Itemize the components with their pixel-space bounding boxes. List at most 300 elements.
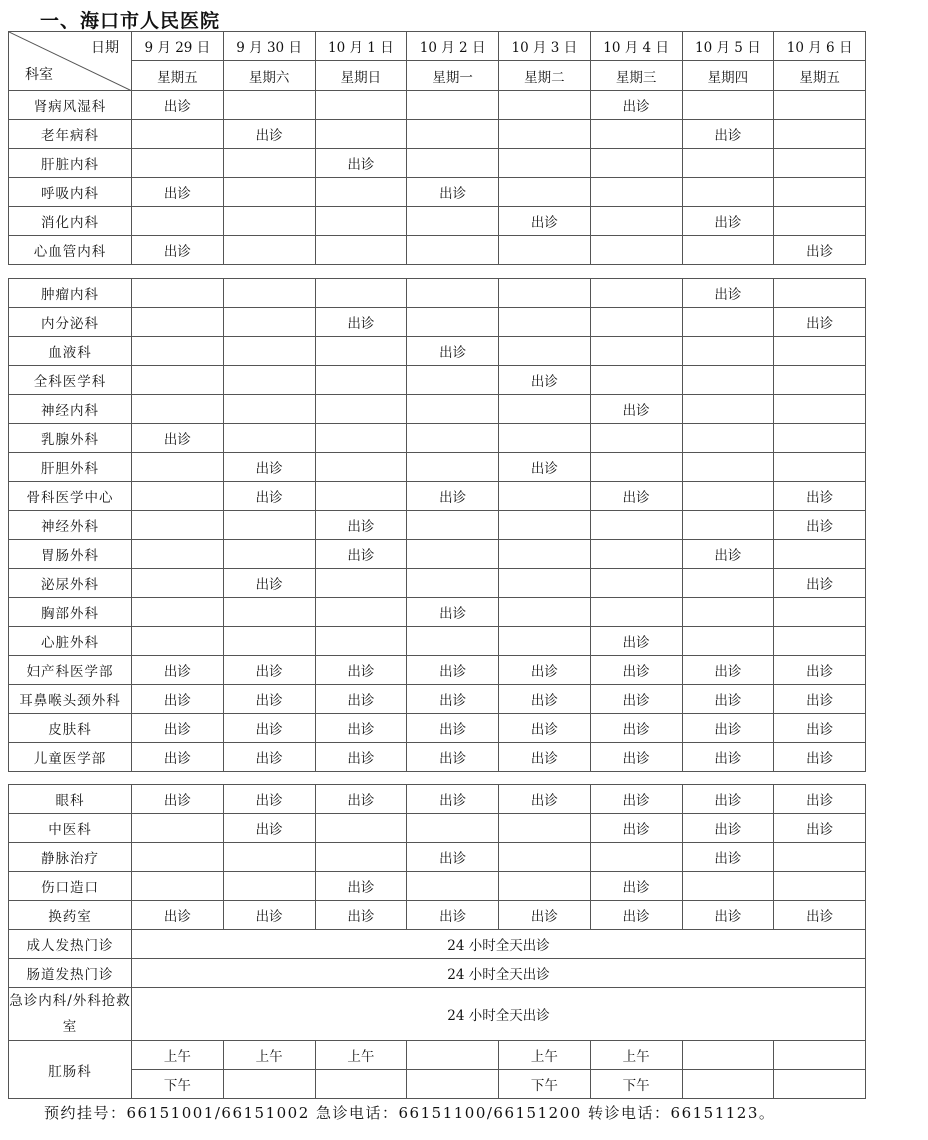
empty-cell	[590, 308, 682, 337]
department-row	[9, 149, 866, 178]
clinic-status-cell: 出诊	[132, 91, 224, 120]
department-label: 科室	[25, 67, 53, 83]
empty-cell	[407, 1041, 499, 1070]
empty-cell	[223, 337, 315, 366]
empty-cell	[682, 424, 774, 453]
clinic-status-cell: 出诊	[590, 714, 682, 743]
empty-cell	[407, 207, 499, 236]
department-name: 肝脏内科	[9, 149, 132, 178]
header-date-cell: 10 月 5 日	[682, 32, 774, 61]
department-name: 肾病风湿科	[9, 91, 132, 120]
empty-cell	[132, 366, 224, 395]
department-name: 耳鼻喉头颈外科	[9, 685, 132, 714]
empty-cell	[315, 236, 407, 265]
empty-cell	[315, 814, 407, 843]
empty-cell	[682, 598, 774, 627]
empty-cell	[499, 120, 591, 149]
empty-cell	[132, 308, 224, 337]
department-name: 神经内科	[9, 395, 132, 424]
empty-cell	[132, 511, 224, 540]
department-name: 妇产科医学部	[9, 656, 132, 685]
empty-cell	[315, 120, 407, 149]
department-name: 全科医学科	[9, 366, 132, 395]
empty-cell	[590, 366, 682, 395]
empty-cell	[132, 482, 224, 511]
empty-cell	[499, 395, 591, 424]
department-name: 静脉治疗	[9, 843, 132, 872]
department-row	[9, 872, 866, 901]
empty-cell	[132, 872, 224, 901]
clinic-status-cell: 出诊	[132, 424, 224, 453]
department-row	[9, 178, 866, 207]
clinic-status-cell: 出诊	[590, 482, 682, 511]
contact-footer: 预约挂号：66151001/66151002 急诊电话：66151100/66151200 转诊电话：66151123。	[44, 1104, 776, 1122]
empty-cell	[499, 540, 591, 569]
full-day-status: 24 小时全天出诊	[132, 959, 866, 988]
department-row	[9, 685, 866, 714]
department-name: 皮肤科	[9, 714, 132, 743]
header-weekday-cell: 星期一	[407, 61, 499, 91]
clinic-status-cell: 出诊	[774, 685, 866, 714]
empty-cell	[407, 149, 499, 178]
clinic-status-cell: 出诊	[499, 714, 591, 743]
empty-cell	[315, 279, 407, 308]
empty-cell	[407, 814, 499, 843]
header-date-cell: 9 月 29 日	[132, 32, 224, 61]
empty-cell	[407, 569, 499, 598]
clinic-status-cell: 出诊	[774, 482, 866, 511]
department-name: 肛肠科	[9, 1041, 132, 1099]
empty-cell	[132, 337, 224, 366]
empty-cell	[682, 482, 774, 511]
clinic-status-cell: 出诊	[590, 656, 682, 685]
empty-cell	[774, 540, 866, 569]
clinic-status-cell: 出诊	[223, 814, 315, 843]
empty-cell	[132, 279, 224, 308]
clinic-status-cell: 出诊	[590, 395, 682, 424]
empty-cell	[132, 598, 224, 627]
clinic-status-cell: 出诊	[132, 656, 224, 685]
empty-cell	[774, 395, 866, 424]
empty-cell	[315, 178, 407, 207]
empty-cell	[223, 149, 315, 178]
empty-cell	[407, 308, 499, 337]
clinic-status-cell: 出诊	[774, 308, 866, 337]
empty-cell	[315, 424, 407, 453]
empty-cell	[774, 1041, 866, 1070]
schedule-table-2	[8, 278, 866, 772]
department-name: 儿童医学部	[9, 743, 132, 772]
empty-cell	[682, 1041, 774, 1070]
clinic-status-cell: 出诊	[315, 901, 407, 930]
department-name: 乳腺外科	[9, 424, 132, 453]
clinic-status-cell: 出诊	[315, 656, 407, 685]
empty-cell	[407, 511, 499, 540]
empty-cell	[407, 120, 499, 149]
clinic-status-cell: 出诊	[590, 785, 682, 814]
empty-cell	[132, 120, 224, 149]
empty-cell	[590, 598, 682, 627]
clinic-status-cell: 出诊	[407, 656, 499, 685]
empty-cell	[132, 207, 224, 236]
department-row	[9, 482, 866, 511]
department-name: 骨科医学中心	[9, 482, 132, 511]
clinic-status-cell: 出诊	[774, 511, 866, 540]
department-row	[9, 120, 866, 149]
clinic-status-cell: 出诊	[774, 236, 866, 265]
header-date-cell: 9 月 30 日	[223, 32, 315, 61]
clinic-status-cell: 出诊	[132, 714, 224, 743]
department-name: 胃肠外科	[9, 540, 132, 569]
empty-cell	[223, 872, 315, 901]
empty-cell	[132, 395, 224, 424]
clinic-status-cell: 出诊	[499, 207, 591, 236]
empty-cell	[223, 1070, 315, 1099]
empty-cell	[407, 872, 499, 901]
department-name: 呼吸内科	[9, 178, 132, 207]
empty-cell	[774, 120, 866, 149]
department-row	[9, 901, 866, 930]
department-row	[9, 91, 866, 120]
clinic-status-cell: 出诊	[223, 120, 315, 149]
empty-cell	[499, 627, 591, 656]
empty-cell	[682, 569, 774, 598]
department-name: 换药室	[9, 901, 132, 930]
clinic-status-cell: 出诊	[774, 814, 866, 843]
clinic-status-cell: 出诊	[132, 743, 224, 772]
department-row	[9, 714, 866, 743]
clinic-status-cell: 出诊	[682, 785, 774, 814]
morning-session-cell: 上午	[132, 1041, 224, 1070]
header-weekday-cell: 星期四	[682, 61, 774, 91]
clinic-status-cell: 出诊	[682, 207, 774, 236]
empty-cell	[132, 149, 224, 178]
empty-cell	[315, 207, 407, 236]
clinic-status-cell: 出诊	[499, 901, 591, 930]
empty-cell	[774, 207, 866, 236]
clinic-status-cell: 出诊	[407, 743, 499, 772]
empty-cell	[223, 279, 315, 308]
department-name: 胸部外科	[9, 598, 132, 627]
empty-cell	[407, 453, 499, 482]
empty-cell	[499, 424, 591, 453]
clinic-status-cell: 出诊	[499, 656, 591, 685]
clinic-status-cell: 出诊	[223, 685, 315, 714]
page-title: 一、海口市人民医院	[40, 10, 221, 32]
empty-cell	[315, 598, 407, 627]
clinic-status-cell: 出诊	[682, 540, 774, 569]
empty-cell	[590, 453, 682, 482]
morning-session-cell: 上午	[590, 1041, 682, 1070]
clinic-status-cell: 出诊	[315, 685, 407, 714]
department-row	[9, 627, 866, 656]
empty-cell	[499, 308, 591, 337]
empty-cell	[682, 337, 774, 366]
department-row	[9, 843, 866, 872]
empty-cell	[499, 872, 591, 901]
empty-cell	[682, 511, 774, 540]
empty-cell	[774, 872, 866, 901]
empty-cell	[499, 814, 591, 843]
empty-cell	[499, 178, 591, 207]
department-row	[9, 511, 866, 540]
anal-am-row	[9, 1041, 866, 1070]
empty-cell	[132, 843, 224, 872]
department-name: 中医科	[9, 814, 132, 843]
empty-cell	[132, 453, 224, 482]
department-row	[9, 785, 866, 814]
department-row	[9, 598, 866, 627]
empty-cell	[590, 511, 682, 540]
department-row	[9, 540, 866, 569]
empty-cell	[132, 540, 224, 569]
clinic-status-cell: 出诊	[682, 743, 774, 772]
department-row	[9, 395, 866, 424]
clinic-status-cell: 出诊	[499, 743, 591, 772]
empty-cell	[499, 482, 591, 511]
clinic-status-cell: 出诊	[682, 714, 774, 743]
clinic-status-cell: 出诊	[682, 843, 774, 872]
full-day-row	[9, 930, 866, 959]
clinic-status-cell: 出诊	[407, 714, 499, 743]
empty-cell	[774, 279, 866, 308]
clinic-status-cell: 出诊	[223, 901, 315, 930]
header-weekday-cell: 星期五	[132, 61, 224, 91]
clinic-status-cell: 出诊	[590, 901, 682, 930]
empty-cell	[499, 511, 591, 540]
clinic-status-cell: 出诊	[407, 178, 499, 207]
clinic-status-cell: 出诊	[223, 453, 315, 482]
header-weekday-cell: 星期二	[499, 61, 591, 91]
empty-cell	[499, 598, 591, 627]
clinic-status-cell: 出诊	[315, 540, 407, 569]
empty-cell	[223, 207, 315, 236]
clinic-status-cell: 出诊	[315, 714, 407, 743]
empty-cell	[774, 843, 866, 872]
department-name: 肠道发热门诊	[9, 959, 132, 988]
header-date-cell: 10 月 3 日	[499, 32, 591, 61]
department-name: 血液科	[9, 337, 132, 366]
empty-cell	[407, 91, 499, 120]
empty-cell	[682, 178, 774, 207]
empty-cell	[499, 337, 591, 366]
department-row	[9, 236, 866, 265]
empty-cell	[315, 395, 407, 424]
empty-cell	[499, 91, 591, 120]
empty-cell	[132, 569, 224, 598]
clinic-status-cell: 出诊	[407, 785, 499, 814]
clinic-status-cell: 出诊	[223, 714, 315, 743]
empty-cell	[682, 366, 774, 395]
department-row	[9, 207, 866, 236]
empty-cell	[315, 1070, 407, 1099]
empty-cell	[223, 91, 315, 120]
header-weekday-cell: 星期三	[590, 61, 682, 91]
empty-cell	[223, 598, 315, 627]
department-name: 成人发热门诊	[9, 930, 132, 959]
empty-cell	[223, 627, 315, 656]
empty-cell	[407, 627, 499, 656]
empty-cell	[774, 453, 866, 482]
morning-session-cell: 上午	[499, 1041, 591, 1070]
department-row	[9, 337, 866, 366]
header-weekday-cell: 星期五	[774, 61, 866, 91]
header-date-cell: 10 月 1 日	[315, 32, 407, 61]
empty-cell	[223, 511, 315, 540]
empty-cell	[590, 178, 682, 207]
clinic-status-cell: 出诊	[223, 482, 315, 511]
department-name: 急诊内科/外科抢救室	[9, 988, 132, 1041]
clinic-status-cell: 出诊	[682, 814, 774, 843]
clinic-status-cell: 出诊	[682, 120, 774, 149]
empty-cell	[315, 843, 407, 872]
clinic-status-cell: 出诊	[223, 743, 315, 772]
empty-cell	[774, 598, 866, 627]
empty-cell	[682, 395, 774, 424]
clinic-status-cell: 出诊	[407, 337, 499, 366]
empty-cell	[223, 540, 315, 569]
empty-cell	[774, 91, 866, 120]
department-name: 肿瘤内科	[9, 279, 132, 308]
clinic-status-cell: 出诊	[315, 743, 407, 772]
header-date-cell: 10 月 6 日	[774, 32, 866, 61]
header-corner-cell	[9, 32, 132, 91]
date-label: 日期	[91, 40, 119, 56]
empty-cell	[590, 120, 682, 149]
afternoon-session-cell: 下午	[590, 1070, 682, 1099]
clinic-status-cell: 出诊	[223, 785, 315, 814]
department-name: 心血管内科	[9, 236, 132, 265]
department-name: 肝胆外科	[9, 453, 132, 482]
clinic-status-cell: 出诊	[407, 482, 499, 511]
empty-cell	[223, 395, 315, 424]
schedule-table-1	[8, 31, 866, 265]
clinic-status-cell: 出诊	[590, 743, 682, 772]
clinic-status-cell: 出诊	[590, 872, 682, 901]
full-day-status: 24 小时全天出诊	[132, 988, 866, 1041]
clinic-status-cell: 出诊	[315, 149, 407, 178]
empty-cell	[499, 569, 591, 598]
empty-cell	[315, 482, 407, 511]
full-day-row	[9, 988, 866, 1041]
empty-cell	[315, 91, 407, 120]
empty-cell	[223, 843, 315, 872]
empty-cell	[590, 279, 682, 308]
empty-cell	[407, 395, 499, 424]
department-row	[9, 279, 866, 308]
empty-cell	[682, 627, 774, 656]
afternoon-session-cell: 下午	[499, 1070, 591, 1099]
department-row	[9, 656, 866, 685]
empty-cell	[774, 1070, 866, 1099]
header-weekday-cell: 星期日	[315, 61, 407, 91]
department-row	[9, 569, 866, 598]
department-row	[9, 308, 866, 337]
empty-cell	[499, 236, 591, 265]
department-name: 心脏外科	[9, 627, 132, 656]
empty-cell	[132, 627, 224, 656]
department-name: 眼科	[9, 785, 132, 814]
header-date-cell: 10 月 2 日	[407, 32, 499, 61]
department-name: 内分泌科	[9, 308, 132, 337]
clinic-status-cell: 出诊	[499, 366, 591, 395]
empty-cell	[223, 236, 315, 265]
department-name: 伤口造口	[9, 872, 132, 901]
morning-session-cell: 上午	[315, 1041, 407, 1070]
department-name: 神经外科	[9, 511, 132, 540]
clinic-status-cell: 出诊	[223, 569, 315, 598]
empty-cell	[590, 337, 682, 366]
clinic-status-cell: 出诊	[132, 236, 224, 265]
empty-cell	[499, 149, 591, 178]
empty-cell	[499, 843, 591, 872]
department-name: 泌尿外科	[9, 569, 132, 598]
department-row	[9, 814, 866, 843]
header-date-cell: 10 月 4 日	[590, 32, 682, 61]
empty-cell	[407, 1070, 499, 1099]
empty-cell	[590, 207, 682, 236]
empty-cell	[223, 308, 315, 337]
clinic-status-cell: 出诊	[132, 901, 224, 930]
clinic-status-cell: 出诊	[315, 785, 407, 814]
empty-cell	[315, 569, 407, 598]
clinic-status-cell: 出诊	[315, 872, 407, 901]
clinic-status-cell: 出诊	[682, 279, 774, 308]
clinic-status-cell: 出诊	[590, 627, 682, 656]
clinic-status-cell: 出诊	[315, 308, 407, 337]
clinic-status-cell: 出诊	[590, 814, 682, 843]
department-name: 消化内科	[9, 207, 132, 236]
clinic-status-cell: 出诊	[774, 656, 866, 685]
clinic-status-cell: 出诊	[774, 743, 866, 772]
clinic-status-cell: 出诊	[499, 785, 591, 814]
afternoon-session-cell: 下午	[132, 1070, 224, 1099]
clinic-status-cell: 出诊	[407, 685, 499, 714]
anal-pm-row	[9, 1070, 866, 1099]
empty-cell	[682, 236, 774, 265]
clinic-status-cell: 出诊	[682, 901, 774, 930]
clinic-status-cell: 出诊	[682, 685, 774, 714]
header-weekday-row	[9, 61, 866, 91]
clinic-status-cell: 出诊	[499, 453, 591, 482]
empty-cell	[682, 453, 774, 482]
clinic-status-cell: 出诊	[774, 785, 866, 814]
empty-cell	[682, 872, 774, 901]
empty-cell	[774, 424, 866, 453]
empty-cell	[499, 279, 591, 308]
clinic-status-cell: 出诊	[774, 569, 866, 598]
clinic-status-cell: 出诊	[315, 511, 407, 540]
department-row	[9, 424, 866, 453]
empty-cell	[590, 569, 682, 598]
empty-cell	[682, 91, 774, 120]
empty-cell	[590, 236, 682, 265]
empty-cell	[682, 308, 774, 337]
department-row	[9, 453, 866, 482]
department-row	[9, 743, 866, 772]
schedule-table-3	[8, 784, 866, 1099]
empty-cell	[315, 366, 407, 395]
clinic-status-cell: 出诊	[407, 598, 499, 627]
clinic-status-cell: 出诊	[407, 843, 499, 872]
full-day-status: 24 小时全天出诊	[132, 930, 866, 959]
empty-cell	[223, 366, 315, 395]
empty-cell	[774, 337, 866, 366]
clinic-status-cell: 出诊	[132, 785, 224, 814]
empty-cell	[223, 178, 315, 207]
empty-cell	[315, 627, 407, 656]
clinic-status-cell: 出诊	[132, 178, 224, 207]
